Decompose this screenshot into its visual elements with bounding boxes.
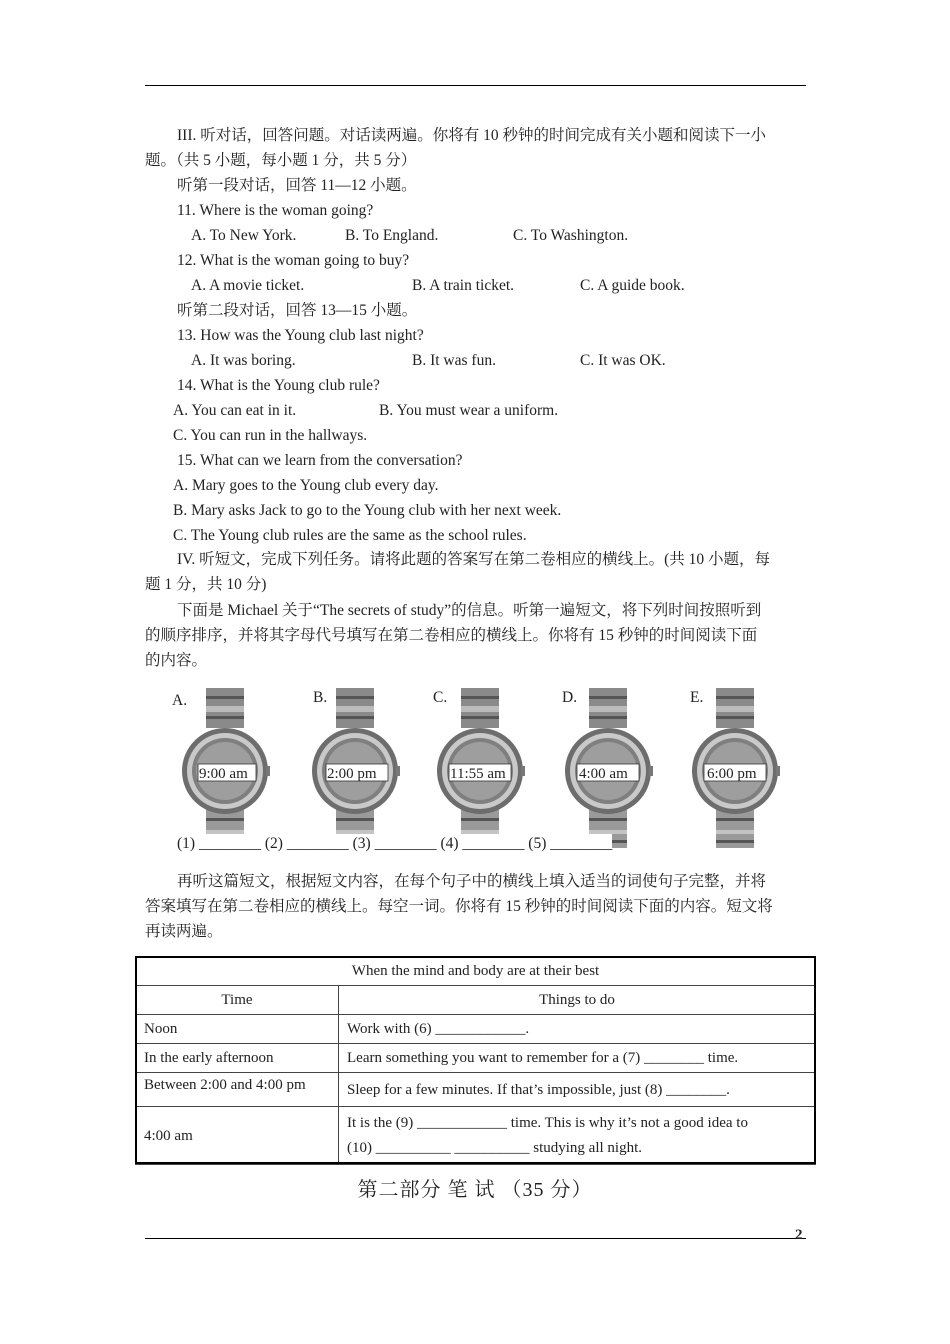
question-14: 14. What is the Young club rule? xyxy=(177,377,380,394)
q12-option-b: B. A train ticket. xyxy=(412,277,515,294)
q15-option-c: C. The Young club rules are the same as the school rules. xyxy=(173,527,527,544)
col-header-time: Time xyxy=(136,986,339,1015)
q13-option-c: C. It was OK. xyxy=(580,352,666,369)
header-rule xyxy=(145,85,806,86)
q12-option-a: A. A movie ticket. xyxy=(191,277,305,294)
watch-b-time: 2:00 pm xyxy=(327,766,377,782)
q13-option-a: A. It was boring. xyxy=(191,352,296,369)
row-time: Noon xyxy=(136,1015,339,1044)
row-things: Learn something you want to remember for a (7) ________ time. xyxy=(339,1044,816,1073)
second-listening-end: 再读两遍。 xyxy=(145,923,223,940)
q13-option-b: B. It was fun. xyxy=(412,352,496,369)
q15-option-a: A. Mary goes to the Young club every day. xyxy=(173,477,439,494)
row-things-line1: It is the (9) ____________ time. This is why it’s not a good idea to xyxy=(347,1114,748,1131)
footer-rule xyxy=(145,1238,806,1239)
part4-intro-cont: 的顺序排序，并将其字母代号填写在第二卷相应的横线上。你将有 15 秒钟的时间阅读下面 xyxy=(145,627,758,644)
question-11: 11. Where is the woman going? xyxy=(177,202,374,219)
question-15: 15. What can we learn from the conversation? xyxy=(177,452,463,469)
table-row xyxy=(136,1107,816,1165)
row-time: Between 2:00 and 4:00 pm xyxy=(136,1073,339,1107)
part4-intro: 下面是 Michael 关于“The secrets of study”的信息。听第一遍短文，将下列时间按照听到 xyxy=(177,602,762,619)
q14-option-a: A. You can eat in it. xyxy=(173,402,297,419)
row-things-line2: (10) __________ __________ studying all night. xyxy=(347,1139,642,1156)
row-time: 4:00 am xyxy=(136,1107,339,1165)
q14-option-b: B. You must wear a uniform. xyxy=(379,402,559,419)
table-title: When the mind and body are at their best xyxy=(136,957,816,986)
table-row xyxy=(136,1015,816,1044)
table-row xyxy=(136,1044,816,1073)
part4-heading-cont: 题 1 分，共 10 分) xyxy=(145,576,267,593)
question-12: 12. What is the woman going to buy? xyxy=(177,252,410,269)
part4-intro-end: 的内容。 xyxy=(145,652,208,669)
watch-d-time: 4:00 am xyxy=(579,766,628,782)
page-number: 2 xyxy=(795,1227,803,1243)
watch-d-letter: D. xyxy=(562,689,578,706)
q11-option-c: C. To Washington. xyxy=(513,227,629,244)
row-things: Work with (6) ____________. xyxy=(339,1015,816,1044)
question-13: 13. How was the Young club last night? xyxy=(177,327,424,344)
info-table xyxy=(135,956,816,1165)
q12-option-c: C. A guide book. xyxy=(580,277,685,294)
col-header-things: Things to do xyxy=(339,986,816,1015)
part2-title: 第二部分 笔 试 （35 分） xyxy=(357,1179,593,1201)
watch-a-letter: A. xyxy=(172,692,188,709)
q11-option-b: B. To England. xyxy=(345,227,439,244)
watch-b-letter: B. xyxy=(313,689,328,706)
row-things-multiline xyxy=(339,1107,816,1165)
second-listening-cont: 答案填写在第二卷相应的横线上。每空一词。你将有 15 秒钟的时间阅读下面的内容。短文将 xyxy=(145,898,773,915)
watch-e-letter: E. xyxy=(690,689,704,706)
table-row xyxy=(136,1073,816,1107)
q14-option-c: C. You can run in the hallways. xyxy=(173,427,368,444)
dialog1-instruction: 听第一段对话，回答 11—12 小题。 xyxy=(177,177,417,194)
part4-heading: IV. 听短文，完成下列任务。请将此题的答案写在第二卷相应的横线上。(共 10 小题，每 xyxy=(177,551,771,568)
dialog2-instruction: 听第二段对话，回答 13—15 小题。 xyxy=(177,302,418,319)
watch-e-time: 6:00 pm xyxy=(707,766,757,782)
part3-heading: III. 听对话，回答问题。对话读两遍。你将有 10 秒钟的时间完成有关小题和阅读下一小 xyxy=(177,127,766,144)
second-listening-instruction: 再听这篇短文，根据短文内容，在每个句子中的横线上填入适当的词使句子完整，并将 xyxy=(177,873,767,890)
watch-c-letter: C. xyxy=(433,689,448,706)
watch-a-time: 9:00 am xyxy=(199,766,248,782)
row-things: Sleep for a few minutes. If that’s impossible, just (8) ________. xyxy=(339,1073,816,1107)
q15-option-b: B. Mary asks Jack to go to the Young club with her next week. xyxy=(173,502,562,519)
q11-option-a: A. To New York. xyxy=(191,227,297,244)
ordering-blanks: (1) ________ (2) ________ (3) ________ (4) ________ (5) ________ xyxy=(177,835,613,852)
watch-c-time: 11:55 am xyxy=(450,766,506,782)
row-time: In the early afternoon xyxy=(136,1044,339,1073)
part3-heading-cont: 题。（共 5 小题，每小题 1 分，共 5 分） xyxy=(145,152,417,169)
